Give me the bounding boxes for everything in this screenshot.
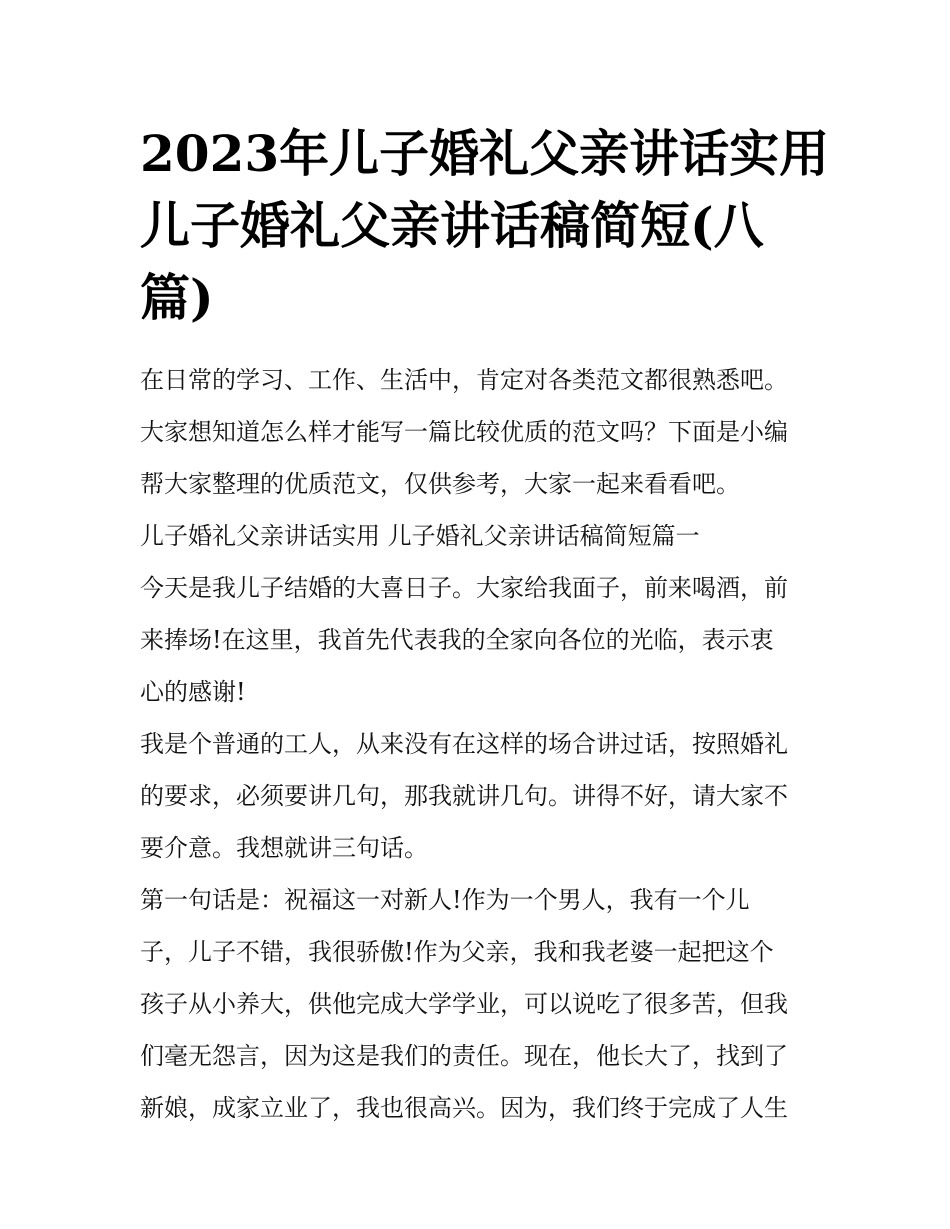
paragraph-line: 们毫无怨言，因为这是我们的责任。现在，他长大了，找到了 [140,1042,788,1070]
intro-line: 大家想知道怎么样才能写一篇比较优质的范文吗？下面是小编 [140,418,788,446]
section-heading: 儿子婚礼父亲讲话实用 儿子婚礼父亲讲话稿简短篇一 [140,522,700,550]
paragraph-line: 心的感谢! [140,678,246,706]
paragraph-line: 第一句话是：祝福这一对新人!作为一个男人，我有一个儿 [140,886,750,914]
document-title [140,118,830,334]
paragraph-line: 要介意。我想就讲三句话。 [140,834,428,862]
paragraph-line: 新娘，成家立业了，我也很高兴。因为，我们终于完成了人生 [140,1094,788,1122]
intro-line: 在日常的学习、工作、生活中，肯定对各类范文都很熟悉吧。 [140,366,788,394]
paragraph-line: 来捧场!在这里，我首先代表我的全家向各位的光临，表示衷 [140,626,774,654]
paragraph-line: 我是个普通的工人，从来没有在这样的场合讲过话，按照婚礼 [140,730,788,758]
title-line: 篇) [140,268,214,327]
paragraph-line: 子，儿子不错，我很骄傲!作为父亲，我和我老婆一起把这个 [140,938,774,966]
title-line: 儿子婚礼父亲讲话稿简短(八 [140,196,764,255]
paragraph-line: 今天是我儿子结婚的大喜日子。大家给我面子，前来喝酒，前 [140,574,788,602]
paragraph-line: 孩子从小养大，供他完成大学学业，可以说吃了很多苦，但我 [140,990,788,1018]
title-line: 2023年儿子婚礼父亲讲话实用 [140,124,830,183]
intro-line: 帮大家整理的优质范文，仅供参考，大家一起来看看吧。 [140,470,740,498]
paragraph-line: 的要求，必须要讲几句，那我就讲几句。讲得不好，请大家不 [140,782,788,810]
document-body [140,354,830,1134]
